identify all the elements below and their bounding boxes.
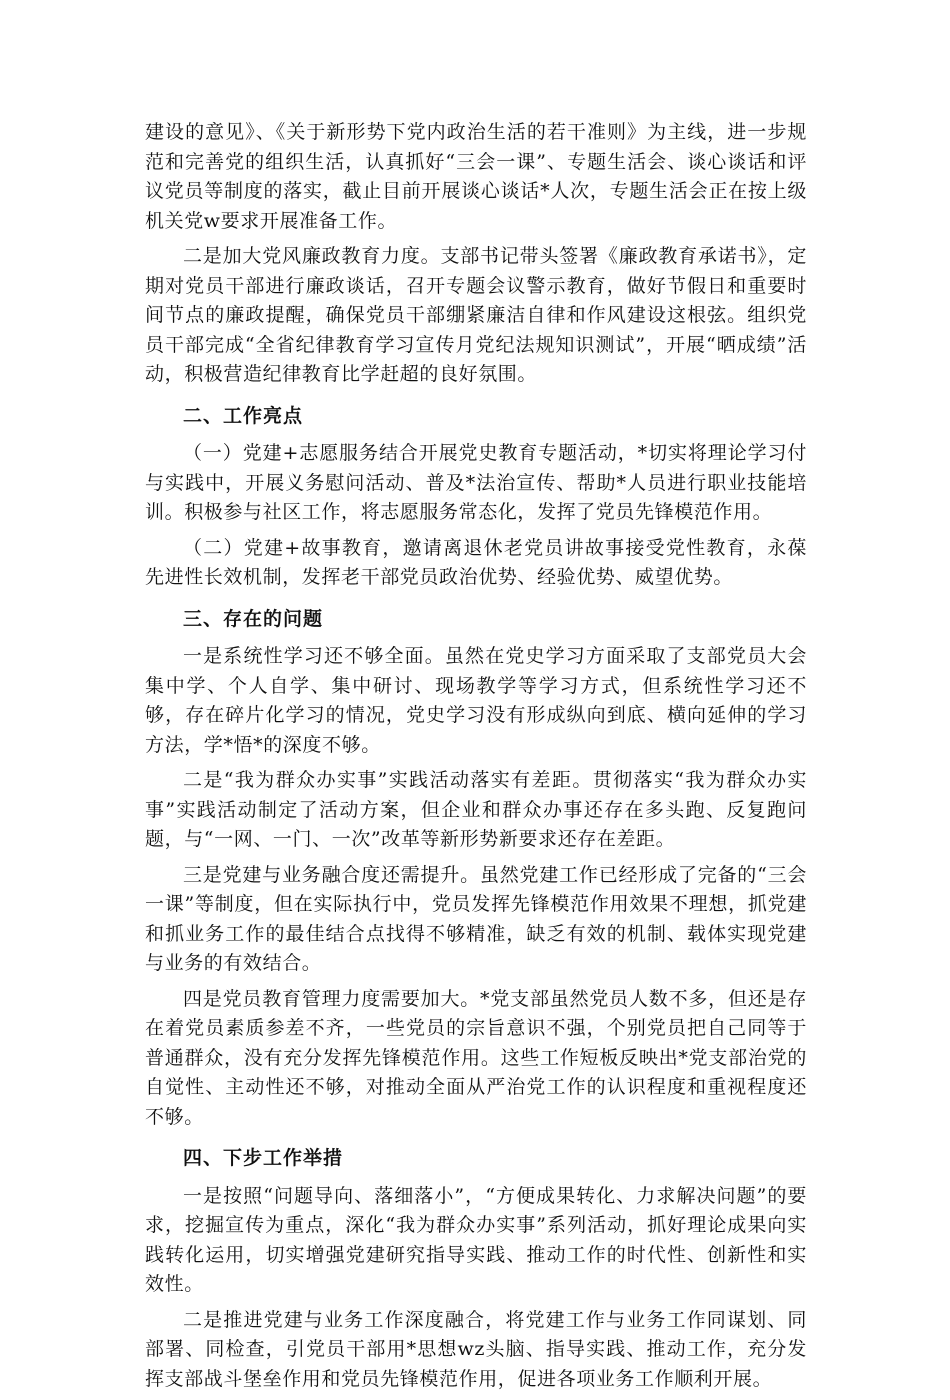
paragraph-next-step-problem-oriented: 一是按照“问题导向、落细落小”，“方便成果转化、力求解决问题”的要求，挖掘宣传为重点，深化“我为群众办实事”系列活动，抓好理论成果向实践转化运用，切实增强党建研究指导实践、推动工作的时代性、创新性和实效性。	[145, 1184, 807, 1295]
paragraph-problem-systematic-learning: 一是系统性学习还不够全面。虽然在党史学习方面采取了支部党员大会集中学、个人自学、集中研讨、现场教学等学习方式，但系统性学习还不够，存在碎片化学习的情况，党史学习没有形成纵向到底、横向延伸的学习方法，学*悟*的深度不够。	[145, 645, 807, 756]
paragraph-problem-integration: 三是党建与业务融合度还需提升。虽然党建工作已经形成了完备的“三会一课”等制度，但在实际执行中，党员发挥先锋模范作用效果不理想，抓党建和抓业务工作的最佳结合点找得不够精准，缺乏有效的机制、载体实现党建与业务的有效结合。	[145, 863, 807, 974]
paragraph-highlight-volunteer: （一）党建+志愿服务结合开展党史教育专题活动，*切实将理论学习付与实践中，开展义务慰问活动、普及*法治宣传、帮助*人员进行职业技能培训。积极参与社区工作，将志愿服务常态化，发挥了党员先锋模范作用。	[145, 442, 807, 523]
document-body	[145, 118, 807, 1400]
section-heading-problems: 三、存在的问题	[183, 607, 324, 630]
paragraph-highlight-story-education: （二）党建+故事教育，邀请离退休老党员讲故事接受党性教育，永葆先进性长效机制，发挥老干部党员政治优势、经验优势、威望优势。	[145, 536, 807, 588]
paragraph-problem-practical-activities: 二是“我为群众办实事”实践活动落实有差距。贯彻落实“我为群众办实事”实践活动制定了活动方案，但企业和群众办事还存在多头跑、反复跑问题，与“一网、一门、一次”改革等新形势新要求还存在差距。	[145, 769, 807, 850]
section-heading-next-steps: 四、下步工作举措	[183, 1147, 344, 1169]
section-heading-highlights: 二、工作亮点	[183, 404, 304, 427]
paragraph-anti-corruption-education: 二是加大党风廉政教育力度。支部书记带头签署《廉政教育承诺书》，定期对党员干部进行廉政谈话，召开专题会议警示教育，做好节假日和重要时间节点的廉政提醒，确保党员干部绷紧廉洁自律和作风建设这根弦。组织党员干部完成“全省纪律教育学习宣传月党纪法规知识测试”，开展“晒成绩”活动，积极营造纪律教育比学赶超的良好氛围。	[145, 245, 807, 385]
paragraph-problem-member-management: 四是党员教育管理力度需要加大。*党支部虽然党员人数不多，但还是存在着党员素质参差不齐，一些党员的宗旨意识不强，个别党员把自己同等于普通群众，没有充分发挥先锋模范作用。这些工作短板反映出*党支部治党的自觉性、主动性还不够，对推动全面从严治党工作的认识程度和重视程度还不够。	[145, 987, 807, 1128]
paragraph-continued-intro: 建设的意见》、《关于新形势下党内政治生活的若干准则》为主线，进一步规范和完善党的组织生活，认真抓好“三会一课”、专题生活会、谈心谈话和评议党员等制度的落实，截止目前开展谈心谈话*人次，专题生活会正在按上级机关党w要求开展准备工作。	[145, 121, 807, 232]
paragraph-next-step-deep-integration: 二是推进党建与业务工作深度融合，将党建工作与业务工作同谋划、同部署、同检查，引党员干部用*思想wz头脑、指导实践、推动工作，充分发挥支部战斗堡垒作用和党员先锋模范作用，促进各项业务工作顺利开展。	[145, 1308, 807, 1390]
